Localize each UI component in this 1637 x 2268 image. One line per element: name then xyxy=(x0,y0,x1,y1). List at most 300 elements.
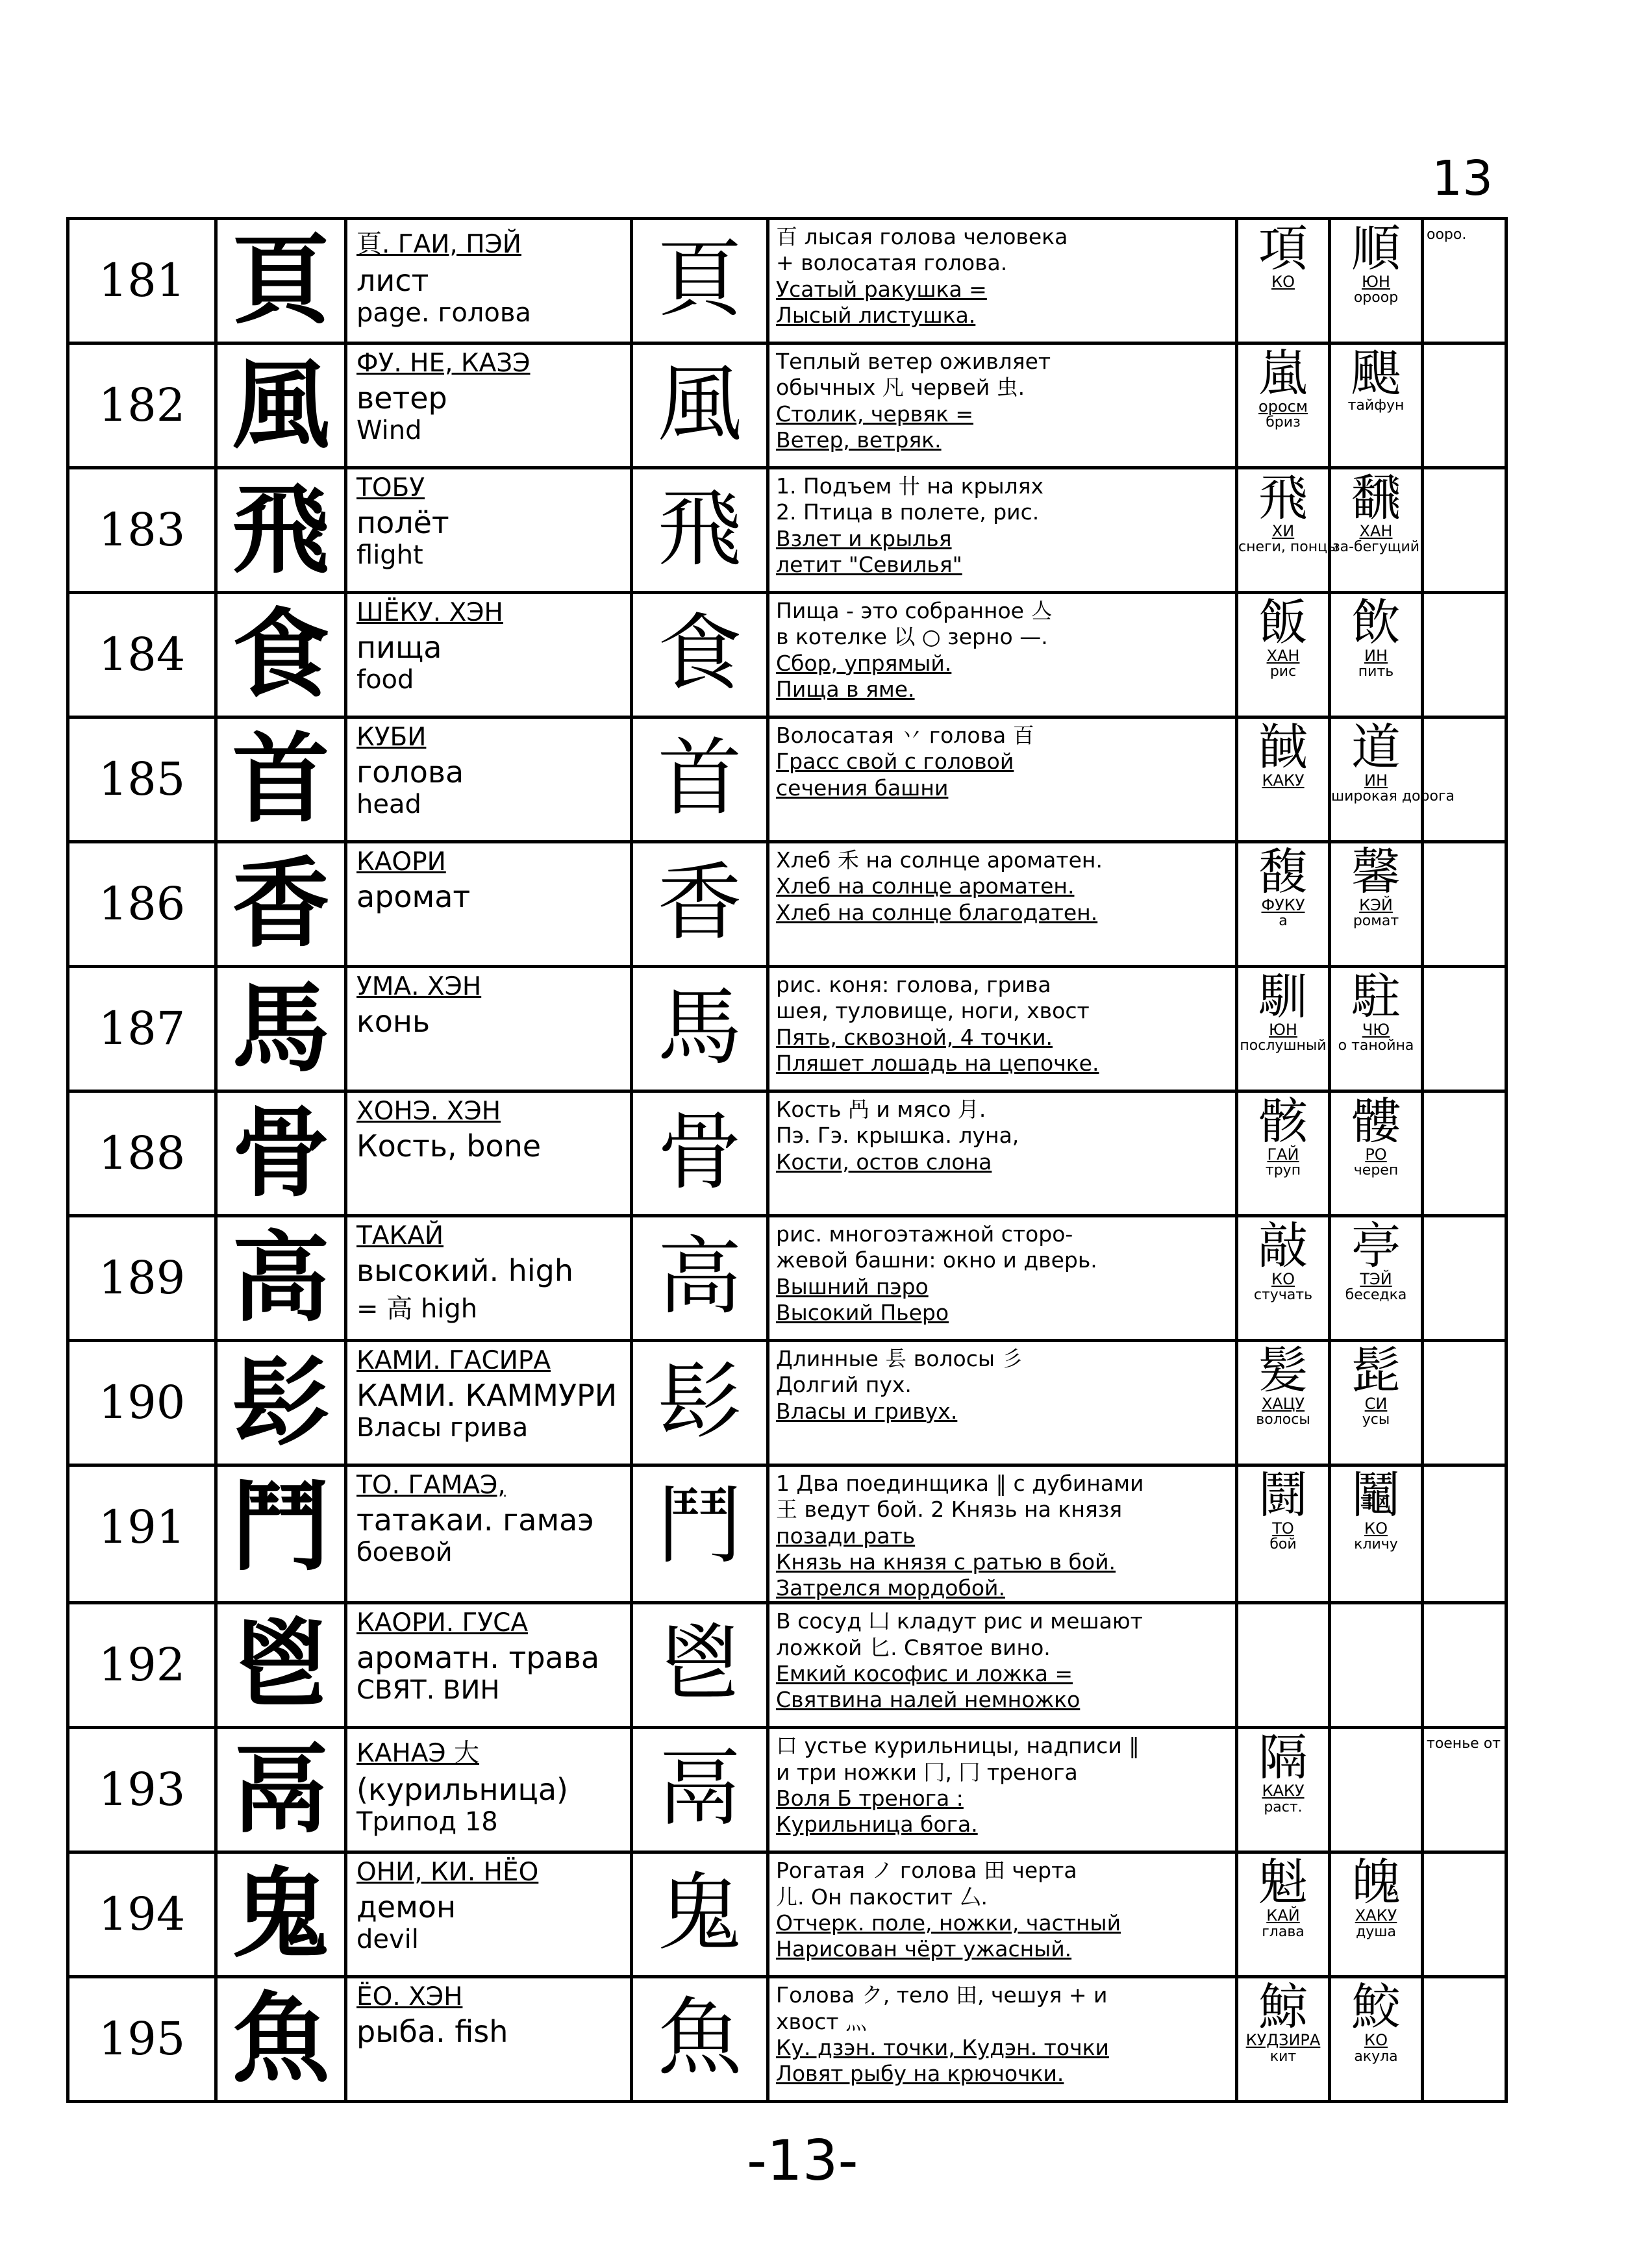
explanation-line: в котелке 以 ○ зерно —. xyxy=(776,624,1048,650)
derived-reading: КУДЗИРА xyxy=(1245,2031,1321,2050)
explanation-line: ложкой 匕. Святое вино. xyxy=(776,1634,1051,1660)
derived-glyph: 項 xyxy=(1258,219,1308,277)
explanation-line: Лысый листушка. xyxy=(776,302,976,328)
table-row xyxy=(68,842,1506,967)
derived-character-1 xyxy=(1238,345,1328,431)
derived-character-2 xyxy=(1331,1093,1421,1179)
explanation-line: Рогатая ノ голова 田 черта xyxy=(776,1858,1077,1884)
derived-reading: КО xyxy=(1364,1519,1388,1538)
entry-number: 194 xyxy=(98,1888,186,1941)
explanation-line: Волосатая 丷 голова 百 xyxy=(776,723,1034,748)
derived-meaning: а xyxy=(1279,913,1288,930)
derived-character-2 xyxy=(1331,220,1421,306)
derived-character-1 xyxy=(1238,220,1328,290)
ancient-form: 風 xyxy=(657,355,742,453)
reading-text: КАОРИ. ГУСА xyxy=(356,1608,529,1638)
meaning-text: аромат xyxy=(356,879,471,914)
derived-character-1 xyxy=(1238,469,1339,556)
table-row xyxy=(68,717,1506,842)
derived-glyph: 飲 xyxy=(1351,593,1401,651)
kanji-character: 首 xyxy=(232,722,330,836)
explanation-line: летит "Севилья" xyxy=(776,551,962,577)
entry-number: 191 xyxy=(98,1501,186,1554)
derived-glyph: 馘 xyxy=(1258,718,1308,776)
explanation-line: Нарисован чёрт ужасный. xyxy=(776,1936,1072,1962)
reading-text: КУБИ xyxy=(356,723,427,752)
derived-character-1 xyxy=(1238,1729,1328,1815)
meaning-text: татакаи. гамаэ xyxy=(356,1502,594,1538)
english-text: = 高 high xyxy=(356,1294,478,1324)
kanji-character: 馬 xyxy=(232,971,330,1086)
explanation-line: рис. коня: голова, грива xyxy=(776,972,1051,997)
derived-glyph: 颶 xyxy=(1351,344,1401,402)
table-row xyxy=(68,219,1506,343)
derived-reading: ИН xyxy=(1364,647,1388,665)
derived-character-2 xyxy=(1331,1342,1421,1428)
margin-note: тоенье от xyxy=(1427,1736,1501,1752)
derived-glyph: 魄 xyxy=(1351,1853,1401,1912)
derived-reading: оросм xyxy=(1258,397,1308,416)
derived-reading: ФУКУ xyxy=(1261,896,1305,914)
explanation-line: сечения башни xyxy=(776,775,949,801)
explanation-line: 1. Подъем 卄 на крылях xyxy=(776,473,1043,499)
meaning-text: конь xyxy=(356,1004,431,1039)
derived-reading: ХАЦУ xyxy=(1261,1395,1305,1413)
derived-meaning: стучать xyxy=(1253,1287,1313,1304)
derived-meaning: раст. xyxy=(1264,1799,1303,1815)
reading-text: ЁО. ХЭН xyxy=(356,1982,463,2012)
derived-glyph: 飯 xyxy=(1258,593,1308,651)
derived-meaning: ромат xyxy=(1353,913,1399,930)
derived-glyph: 髭 xyxy=(1351,1341,1401,1399)
kanji-character: 鬲 xyxy=(232,1732,330,1847)
entry-number: 181 xyxy=(98,254,186,307)
meaning-text: голова xyxy=(356,754,464,790)
reading-text: ТАКАЙ xyxy=(356,1221,444,1251)
table-row xyxy=(68,468,1506,593)
margin-note xyxy=(1424,469,1505,476)
ancient-form: 骨 xyxy=(657,1103,742,1201)
derived-reading: КАЙ xyxy=(1266,1906,1300,1925)
explanation-line: Хлеб на солнце благодатен. xyxy=(776,899,1098,925)
explanation-line: В сосуд 凵 кладут рис и мешают xyxy=(776,1608,1143,1634)
explanation-line: Ку. дзэн. точки, Кудэн. точки xyxy=(776,2034,1109,2060)
derived-glyph: 飛 xyxy=(1258,469,1308,527)
kanji-character: 鬥 xyxy=(232,1470,330,1584)
derived-reading: ЧЮ xyxy=(1362,1021,1390,1039)
english-text: СВЯТ. ВИН xyxy=(356,1675,500,1706)
ancient-form: 鬥 xyxy=(657,1477,742,1575)
explanation-line: Взлет и крылья xyxy=(776,525,952,551)
margin-note xyxy=(1424,1604,1505,1611)
margin-note xyxy=(1424,1217,1505,1224)
explanation xyxy=(769,1978,1235,2087)
derived-meaning: акула xyxy=(1354,2048,1398,2065)
explanation-line: рис. многоэтажной сторо- xyxy=(776,1221,1073,1247)
english-text: food xyxy=(356,665,414,695)
derived-reading: КАКУ xyxy=(1262,1782,1305,1801)
kanji-character: 風 xyxy=(232,348,330,462)
table-row xyxy=(68,967,1506,1091)
derived-glyph: 魁 xyxy=(1258,1853,1308,1912)
page-number-top: 13 xyxy=(1432,151,1493,206)
derived-reading: КО xyxy=(1364,2031,1388,2050)
entry-number: 188 xyxy=(98,1127,186,1180)
explanation-line: Ловят рыбу на крючочки. xyxy=(776,2061,1064,2086)
explanation xyxy=(769,1342,1235,1425)
derived-character-1 xyxy=(1238,1604,1328,1608)
explanation xyxy=(769,968,1235,1077)
margin-note xyxy=(1424,345,1505,351)
entry-number: 185 xyxy=(98,753,186,806)
derived-glyph: 馨 xyxy=(1351,843,1401,901)
table-row xyxy=(68,1465,1506,1603)
explanation-line: Вышний пэро xyxy=(776,1273,929,1299)
table-row xyxy=(68,343,1506,468)
ancient-form: 鬲 xyxy=(657,1739,742,1838)
english-text: head xyxy=(356,790,421,819)
derived-reading: ХИ xyxy=(1271,522,1295,540)
meaning-text: рыба. fish xyxy=(356,2014,508,2050)
margin-note xyxy=(1424,1467,1505,1473)
derived-reading: ИН xyxy=(1364,771,1388,790)
explanation xyxy=(769,1217,1235,1326)
explanation-line: Теплый ветер оживляет xyxy=(776,349,1051,374)
derived-character-2 xyxy=(1331,1854,1421,1940)
derived-meaning: бой xyxy=(1269,1536,1297,1553)
explanation-line: Столик, червяк = xyxy=(776,401,974,427)
explanation-line: хвост 灬 xyxy=(776,2008,868,2034)
reading-text: КАОРИ xyxy=(356,847,446,877)
explanation-line: Хлеб 禾 на солнце ароматен. xyxy=(776,847,1103,873)
derived-meaning: глава xyxy=(1262,1923,1305,1940)
reading-text: ТО. ГАМАЭ, xyxy=(356,1471,506,1500)
explanation-line: Пять, сквозной, 4 точки. xyxy=(776,1024,1053,1050)
kanji-character: 飛 xyxy=(232,473,330,587)
explanation xyxy=(769,469,1235,578)
ancient-form: 頁 xyxy=(657,230,742,329)
margin-note xyxy=(1424,843,1505,850)
derived-glyph: 飜 xyxy=(1351,469,1401,527)
derived-glyph: 順 xyxy=(1351,219,1401,277)
derived-glyph: 鮫 xyxy=(1351,1978,1401,2036)
kanji-character: 鬯 xyxy=(232,1608,330,1723)
derived-reading: ХАН xyxy=(1266,647,1300,665)
entry-number: 190 xyxy=(98,1376,186,1429)
derived-reading: ТО xyxy=(1272,1519,1294,1538)
derived-glyph: 隔 xyxy=(1258,1728,1308,1787)
derived-character-2 xyxy=(1331,345,1421,414)
table-row xyxy=(68,593,1506,717)
meaning-text: пища xyxy=(356,630,442,665)
meaning-text: ароматн. трава xyxy=(356,1640,600,1676)
derived-reading: ХАН xyxy=(1359,522,1393,540)
english-text: боевой xyxy=(356,1538,453,1567)
derived-reading: ХАКУ xyxy=(1355,1906,1397,1925)
derived-meaning: тайфун xyxy=(1347,397,1405,414)
entry-number: 187 xyxy=(98,1002,186,1055)
explanation-line: Отчерк. поле, ножки, частный xyxy=(776,1910,1121,1936)
derived-meaning: кличу xyxy=(1354,1536,1398,1553)
explanation xyxy=(769,1604,1235,1713)
explanation-line: и три ножки 冂, 冂 тренога xyxy=(776,1759,1078,1785)
derived-glyph: 敲 xyxy=(1258,1217,1308,1275)
reading-text: УМА. ХЭН xyxy=(356,972,482,1001)
kanji-character: 鬼 xyxy=(232,1857,330,1972)
derived-glyph: 馴 xyxy=(1258,967,1308,1025)
derived-character-1 xyxy=(1238,719,1328,789)
derived-character-1 xyxy=(1238,1217,1328,1304)
kanji-character: 高 xyxy=(232,1221,330,1335)
explanation-line: Емкий кософис и ложка = xyxy=(776,1660,1073,1686)
reading-text: ФУ. НЕ, КАЗЭ xyxy=(356,349,531,378)
ancient-form: 髟 xyxy=(657,1352,742,1451)
derived-glyph: 鬪 xyxy=(1258,1466,1308,1524)
explanation-line: Хлеб на солнце ароматен. xyxy=(776,873,1075,899)
derived-character-1 xyxy=(1238,594,1328,680)
derived-glyph: 駐 xyxy=(1351,967,1401,1025)
reading-text: ТОБУ xyxy=(356,473,425,503)
explanation-line: Грасс свой с головой xyxy=(776,749,1014,775)
derived-character-2 xyxy=(1331,968,1421,1054)
meaning-text: высокий. high xyxy=(356,1253,573,1288)
meaning-text: Кость, bone xyxy=(356,1128,542,1164)
explanation xyxy=(769,1854,1235,1962)
table-row xyxy=(68,1728,1506,1852)
entry-number: 193 xyxy=(98,1763,186,1817)
derived-reading: ГАЙ xyxy=(1267,1145,1299,1164)
explanation-line: Святвина налей немножко xyxy=(776,1687,1081,1712)
derived-character-2 xyxy=(1331,1604,1421,1608)
derived-meaning: снеги, понцы xyxy=(1238,539,1339,556)
derived-glyph: 馥 xyxy=(1258,843,1308,901)
entry-number: 192 xyxy=(98,1638,186,1692)
explanation-line: Князь на князя с ратью в бой. xyxy=(776,1549,1116,1575)
explanation xyxy=(769,1093,1235,1175)
explanation-line: 王 ведут бой. 2 Князь на князя xyxy=(776,1497,1123,1523)
explanation-line: Голова ク, тело 田, чешуя + и xyxy=(776,1982,1108,2008)
explanation-line: Воля Б тренога : xyxy=(776,1785,964,1811)
margin-note: ооро. xyxy=(1427,227,1467,243)
derived-reading: КАКУ xyxy=(1262,771,1305,790)
explanation-line: Ветер, ветряк. xyxy=(776,427,942,453)
derived-meaning: душа xyxy=(1356,1923,1396,1940)
margin-note xyxy=(1424,968,1505,975)
entry-number: 182 xyxy=(98,379,186,432)
derived-reading: КО xyxy=(1271,273,1295,291)
derived-glyph: 髏 xyxy=(1351,1092,1401,1150)
margin-note xyxy=(1424,1093,1505,1099)
explanation-line: Пляшет лошадь на цепочке. xyxy=(776,1050,1099,1076)
explanation xyxy=(769,345,1235,453)
margin-note xyxy=(1424,719,1505,725)
explanation-line: 儿. Он пакостит 厶. xyxy=(776,1884,988,1910)
explanation-line: обычных 凡 червей 虫. xyxy=(776,375,1025,401)
explanation xyxy=(769,843,1235,926)
explanation xyxy=(769,594,1235,703)
meaning-text: демон xyxy=(356,1889,456,1925)
derived-meaning: череп xyxy=(1353,1162,1399,1179)
kanji-character: 魚 xyxy=(232,1982,330,2097)
explanation-line: 口 устье курильницы, надписи ‖ xyxy=(776,1733,1140,1759)
derived-meaning: труп xyxy=(1265,1162,1301,1179)
derived-character-1 xyxy=(1238,1342,1328,1428)
derived-glyph: 道 xyxy=(1351,718,1401,776)
margin-note xyxy=(1424,1342,1505,1349)
explanation-line: Власы и гривух. xyxy=(776,1398,958,1424)
table-row xyxy=(68,1977,1506,2102)
english-text: Трипод 18 xyxy=(356,1807,498,1838)
ancient-form: 食 xyxy=(657,604,742,703)
derived-character-1 xyxy=(1238,1854,1328,1940)
table-row xyxy=(68,1216,1506,1341)
kanji-character: 香 xyxy=(232,847,330,961)
derived-character-1 xyxy=(1238,1978,1328,2065)
derived-glyph: 亭 xyxy=(1351,1217,1401,1275)
derived-character-1 xyxy=(1238,1093,1328,1179)
reading-text: КАМИ. ГАСИРА xyxy=(356,1346,551,1375)
derived-reading: КО xyxy=(1271,1270,1295,1288)
entry-number: 183 xyxy=(98,503,186,556)
derived-character-1 xyxy=(1238,968,1328,1054)
character-table xyxy=(66,217,1508,2103)
explanation-line: позади рать xyxy=(776,1523,916,1549)
derived-reading: ЮН xyxy=(1269,1021,1297,1039)
derived-meaning: широкая дорога xyxy=(1331,788,1455,805)
explanation xyxy=(769,719,1235,801)
margin-note xyxy=(1424,1854,1505,1860)
meaning-text: КАМИ. КАММУРИ xyxy=(356,1378,618,1413)
reading-text: 頁. ГАИ, ПЭЙ xyxy=(356,230,521,259)
table-row xyxy=(68,1341,1506,1465)
derived-meaning: о танойна xyxy=(1338,1038,1414,1054)
derived-reading: ЮН xyxy=(1362,273,1390,291)
margin-note xyxy=(1424,1978,1505,1985)
meaning-text: полёт xyxy=(356,505,449,540)
derived-meaning: усы xyxy=(1362,1412,1390,1428)
entry-number: 189 xyxy=(98,1251,186,1304)
entry-number: 186 xyxy=(98,877,186,930)
english-text: devil xyxy=(356,1925,419,1955)
derived-glyph: 鬮 xyxy=(1351,1466,1401,1524)
explanation xyxy=(769,220,1235,329)
derived-meaning: бриз xyxy=(1266,414,1301,431)
table-row xyxy=(68,1091,1506,1216)
derived-meaning: беседка xyxy=(1345,1287,1407,1304)
derived-reading: ТЭЙ xyxy=(1360,1270,1392,1288)
explanation-line: + волосатая голова. xyxy=(776,250,1008,276)
derived-character-2 xyxy=(1331,1729,1421,1733)
reading-text: ШЁКУ. ХЭН xyxy=(356,598,503,627)
derived-reading: СИ xyxy=(1364,1395,1388,1413)
derived-meaning: ороор xyxy=(1353,290,1399,306)
derived-meaning: за-бегущий xyxy=(1332,539,1420,556)
ancient-form: 香 xyxy=(657,853,742,952)
english-text: page. голова xyxy=(356,298,531,328)
explanation xyxy=(769,1729,1235,1838)
english-text: flight xyxy=(356,540,423,570)
explanation-line: Высокий Пьеро xyxy=(776,1299,949,1325)
derived-character-2 xyxy=(1331,718,1455,805)
margin-note xyxy=(1424,594,1505,601)
explanation-line: Сбор, упрямый. xyxy=(776,650,952,676)
explanation-line: Долгий пух. xyxy=(776,1372,912,1398)
entry-number: 195 xyxy=(98,2012,186,2066)
entry-number: 184 xyxy=(98,628,186,681)
derived-character-1 xyxy=(1238,843,1328,930)
explanation xyxy=(769,1467,1235,1601)
explanation-line: жевой башни: окно и дверь. xyxy=(776,1247,1097,1273)
table-row xyxy=(68,1852,1506,1977)
explanation-line: Пища - это собранное 亼 xyxy=(776,598,1053,623)
derived-reading: КЭЙ xyxy=(1359,896,1393,914)
reading-text: ОНИ, КИ. НЁО xyxy=(356,1858,539,1888)
explanation-line: 1 Два поединщика ‖ с дубинами xyxy=(776,1471,1144,1496)
english-text: Власы грива xyxy=(356,1413,529,1443)
explanation-line: Пища в яме. xyxy=(776,676,915,702)
derived-character-1 xyxy=(1238,1467,1328,1553)
explanation-line: 2. Птица в полете, рис. xyxy=(776,499,1040,525)
ancient-form: 鬼 xyxy=(657,1863,742,1963)
explanation-line: Пэ. Гэ. крышка. луна, xyxy=(776,1123,1019,1149)
page-number-bottom: -13- xyxy=(747,2128,858,2193)
derived-glyph: 骸 xyxy=(1258,1092,1308,1150)
derived-reading: РО xyxy=(1365,1145,1387,1164)
explanation-line: Усатый ракушка = xyxy=(776,276,987,302)
explanation-line: шея, туловище, ноги, хвост xyxy=(776,998,1090,1024)
derived-glyph: 嵐 xyxy=(1258,344,1308,402)
kanji-character: 骨 xyxy=(232,1096,330,1210)
derived-meaning: пить xyxy=(1358,664,1394,680)
kanji-character: 食 xyxy=(232,597,330,712)
reading-text: КАНАЭ 大 xyxy=(356,1739,480,1769)
derived-character-2 xyxy=(1331,1978,1421,2065)
table-row xyxy=(68,1603,1506,1728)
explanation-line: Кость 冎 и мясо 月. xyxy=(776,1097,986,1122)
ancient-form: 鬯 xyxy=(657,1614,742,1713)
explanation-line: 百 лысая голова человека xyxy=(776,224,1068,249)
derived-character-2 xyxy=(1331,594,1421,680)
ancient-form: 飛 xyxy=(657,479,742,578)
explanation-line: Курильница бога. xyxy=(776,1812,978,1837)
derived-meaning: рис xyxy=(1269,664,1297,680)
derived-character-2 xyxy=(1331,843,1421,930)
derived-character-2 xyxy=(1331,1217,1421,1304)
derived-character-2 xyxy=(1331,1467,1421,1553)
reading-text: ХОНЭ. ХЭН xyxy=(356,1097,501,1126)
derived-meaning: волосы xyxy=(1256,1412,1310,1428)
derived-glyph: 鯨 xyxy=(1258,1978,1308,2036)
ancient-form: 馬 xyxy=(657,978,742,1077)
explanation-line: Затрелся мордобой. xyxy=(776,1575,1005,1601)
derived-meaning: кит xyxy=(1269,2048,1297,2065)
ancient-form: 首 xyxy=(657,729,742,827)
meaning-text: ветер xyxy=(356,380,447,416)
kanji-character: 頁 xyxy=(232,223,330,338)
derived-meaning: послушный xyxy=(1240,1038,1327,1054)
ancient-form: 高 xyxy=(657,1227,742,1326)
derived-glyph: 髪 xyxy=(1258,1341,1308,1399)
english-text: Wind xyxy=(356,416,422,445)
meaning-text: лист xyxy=(356,263,429,298)
ancient-form: 魚 xyxy=(657,1988,742,2087)
kanji-character: 髟 xyxy=(232,1345,330,1460)
derived-character-2 xyxy=(1331,469,1421,556)
explanation-line: Длинные 镸 волосы 彡 xyxy=(776,1346,1023,1371)
explanation-line: Кости, остов слона xyxy=(776,1149,992,1175)
meaning-text: (курильница) xyxy=(356,1772,568,1808)
table-body xyxy=(68,219,1506,2102)
